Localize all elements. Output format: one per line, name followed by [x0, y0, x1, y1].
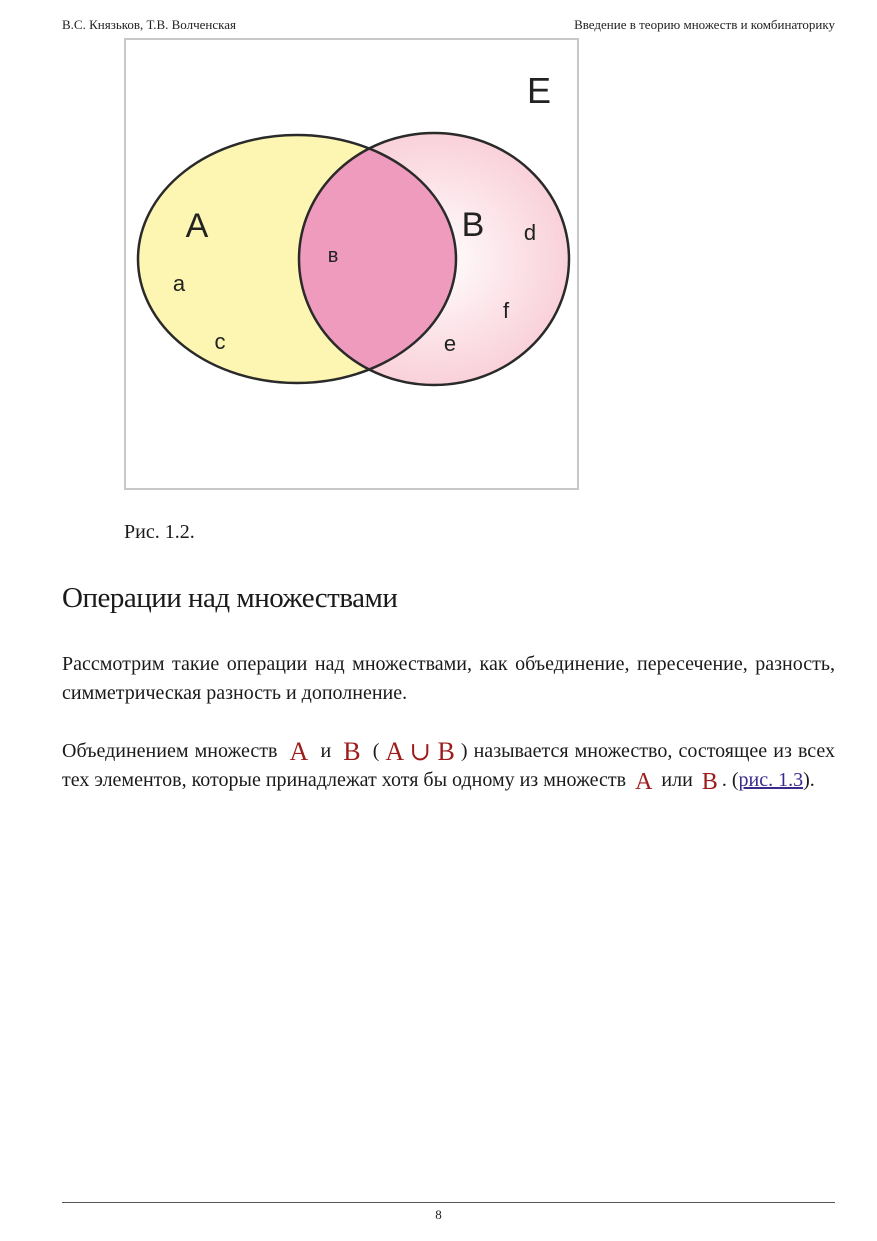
set-a-label: A	[185, 207, 209, 245]
running-head	[62, 17, 835, 33]
p2-text-3: (	[372, 740, 380, 762]
p2-text-5: или	[661, 769, 693, 791]
venn-diagram	[126, 40, 577, 488]
element-e: e	[443, 331, 457, 356]
footer-rule	[62, 1202, 835, 1203]
element-f: f	[502, 298, 510, 323]
paragraph-operations: Рассмотрим такие операции над множествами, как объединение, пересечение, разность, симметрическая разность и дополнение.	[62, 653, 835, 704]
page-number: 8	[435, 1207, 442, 1222]
element-d: d	[523, 220, 537, 245]
p2-text-7: ).	[803, 769, 815, 791]
symbol-union: A ∪ B	[385, 737, 455, 766]
venn-diagram-figure	[124, 38, 579, 490]
symbol-b: B	[343, 737, 361, 766]
p2-text-6: . (	[721, 769, 739, 791]
paragraph-union-definition	[62, 737, 835, 795]
intersection-element: в	[327, 245, 339, 267]
universe-label: E	[526, 70, 552, 111]
element-a: a	[172, 271, 186, 296]
p2-text-1: Объединением множеств	[62, 740, 278, 762]
set-b-label: B	[461, 206, 485, 244]
symbol-a: A	[289, 737, 309, 766]
section-title: Операции над множествами	[62, 582, 398, 614]
figure-caption: Рис. 1.2.	[124, 521, 195, 543]
p2-text-4: ) называется множество, состоящее из всех тех элементов, которые принадлежат хотя бы одному из множеств	[62, 740, 836, 791]
symbol-b-2: B	[701, 769, 718, 795]
element-c: c	[214, 329, 226, 354]
symbol-a-2: A	[635, 769, 653, 795]
p2-text-2: и	[320, 740, 332, 762]
header-book-title: Введение в теорию множеств и комбинаторику	[574, 17, 835, 32]
header-authors: В.С. Князьков, Т.В. Волченская	[62, 17, 237, 32]
figure-link[interactable]: рис. 1.3	[738, 769, 804, 791]
